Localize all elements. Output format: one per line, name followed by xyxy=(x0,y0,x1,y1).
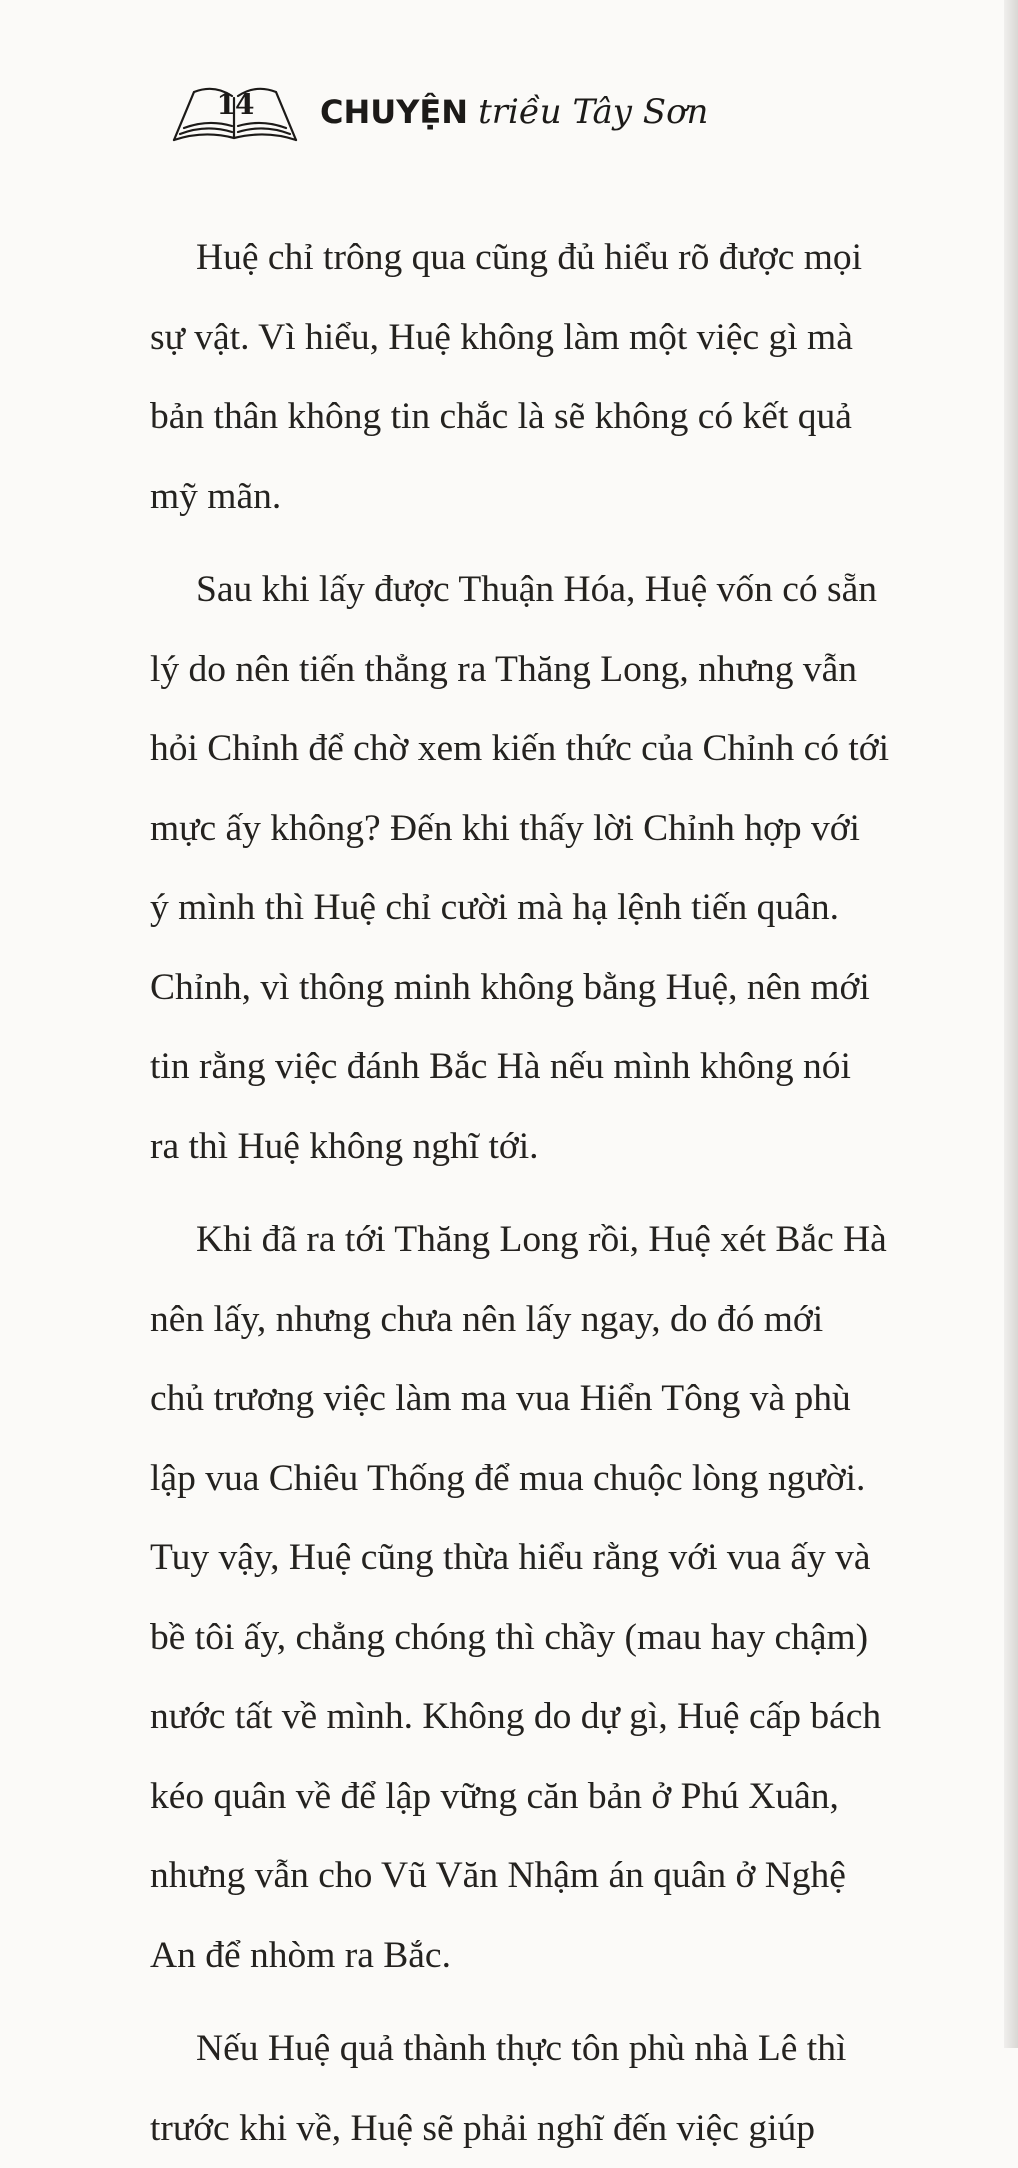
paragraph-gap xyxy=(150,1995,972,2009)
body-text xyxy=(150,218,972,2168)
book-title-italic: triều Tây Sơn xyxy=(478,92,708,132)
text-line: lập vua Chiêu Thống để mua chuộc lòng người. xyxy=(150,1439,972,1519)
text-line: sự vật. Vì hiểu, Huệ không làm một việc gì mà xyxy=(150,298,972,378)
text-line: chủ trương việc làm ma vua Hiển Tông và phù xyxy=(150,1359,972,1439)
text-line: Chỉnh, vì thông minh không bằng Huệ, nên mới xyxy=(150,948,972,1028)
book-title-main: CHUYỆN xyxy=(320,93,468,131)
text-line: nhưng vẫn cho Vũ Văn Nhậm án quân ở Nghệ xyxy=(150,1836,972,1916)
page-number: 14 xyxy=(212,88,258,121)
paragraph xyxy=(150,2009,972,2168)
text-line: bề tôi ấy, chẳng chóng thì chầy (mau hay chậm) xyxy=(150,1598,972,1678)
paragraph xyxy=(150,550,972,1186)
running-header xyxy=(170,78,970,148)
text-line: nước tất về mình. Không do dự gì, Huệ cấp bách xyxy=(150,1677,972,1757)
text-line: mực ấy không? Đến khi thấy lời Chỉnh hợp với xyxy=(150,789,972,869)
text-line: An để nhòm ra Bắc. xyxy=(150,1916,972,1996)
paragraph-gap xyxy=(150,536,972,550)
text-line: Sau khi lấy được Thuận Hóa, Huệ vốn có sẵn xyxy=(150,550,972,630)
book-title xyxy=(320,92,708,132)
text-line: nên lấy, nhưng chưa nên lấy ngay, do đó mới xyxy=(150,1280,972,1360)
paragraph xyxy=(150,1200,972,1995)
text-line: Tuy vậy, Huệ cũng thừa hiểu rằng với vua ấy và xyxy=(150,1518,972,1598)
text-line: ra thì Huệ không nghĩ tới. xyxy=(150,1107,972,1187)
text-line: Nếu Huệ quả thành thực tôn phù nhà Lê thì xyxy=(150,2009,972,2089)
text-line: tin rằng việc đánh Bắc Hà nếu mình không nói xyxy=(150,1027,972,1107)
text-line: ý mình thì Huệ chỉ cười mà hạ lệnh tiến quân. xyxy=(150,868,972,948)
text-line: hỏi Chỉnh để chờ xem kiến thức của Chỉnh có tới xyxy=(150,709,972,789)
text-line: bản thân không tin chắc là sẽ không có kết quả xyxy=(150,377,972,457)
text-line: mỹ mãn. xyxy=(150,457,972,537)
text-line: kéo quân về để lập vững căn bản ở Phú Xuân, xyxy=(150,1757,972,1837)
text-line: trước khi về, Huệ sẽ phải nghĩ đến việc giúp xyxy=(150,2089,972,2168)
text-line: Huệ chỉ trông qua cũng đủ hiểu rõ được mọi xyxy=(150,218,972,298)
paragraph xyxy=(150,218,972,536)
page-edge-shadow xyxy=(1004,0,1018,2048)
text-line: Khi đã ra tới Thăng Long rồi, Huệ xét Bắc Hà xyxy=(150,1200,972,1280)
paragraph-gap xyxy=(150,1186,972,1200)
text-line: lý do nên tiến thẳng ra Thăng Long, nhưng vẫn xyxy=(150,630,972,710)
